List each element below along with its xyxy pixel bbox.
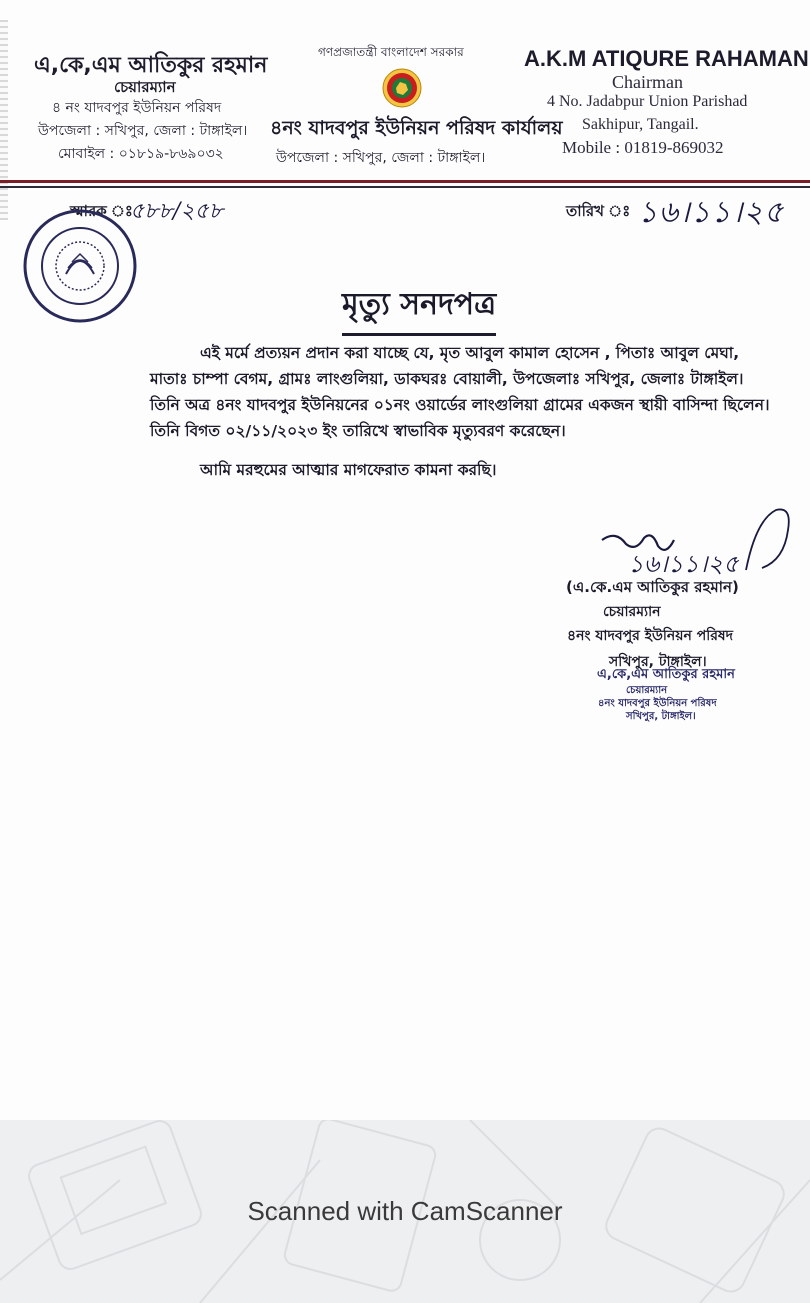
- signatory-title: চেয়ারম্যান: [603, 604, 661, 620]
- stamp-address: সখিপুর, টাঙ্গাইল।: [626, 711, 696, 722]
- date-value: ১৬।১১।২৫: [638, 195, 785, 230]
- certificate-heading: মৃত্যু সনদপত্র: [342, 280, 496, 336]
- signatory-union: ৪নং যাদবপুর ইউনিয়ন পরিষদ: [567, 628, 733, 644]
- government-header: গণপ্রজাতন্ত্রী বাংলাদেশ সরকার: [318, 45, 464, 59]
- chairman-name-english: A.K.M ATIQURE RAHAMAN: [524, 46, 809, 71]
- mobile-english: Mobile : 01819-869032: [562, 138, 724, 157]
- stamp-union: ৪নং যাদবপুর ইউনিয়ন পরিষদ: [598, 698, 717, 709]
- signatory-address: সখিপুর, টাঙ্গাইল।: [609, 654, 707, 670]
- address-english: Sakhipur, Tangail.: [582, 116, 699, 133]
- mobile-bangla: মোবাইল : ০১৮১৯-৮৬৯০৩২: [58, 146, 224, 162]
- prayer-line: আমি মরহুমের আত্মার মাগফেরাত কামনা করছি।: [200, 461, 497, 479]
- memo-label: স্মারক ঃ: [70, 202, 133, 220]
- office-name: ৪নং যাদবপুর ইউনিয়ন পরিষদ কার্যালয়: [270, 117, 563, 139]
- union-english: 4 No. Jadabpur Union Parishad: [547, 93, 748, 110]
- memo-number: ৫৮৮/২৫৮: [130, 199, 224, 224]
- chairman-title-bangla: চেয়ারম্যান: [114, 78, 176, 96]
- camscanner-watermark: Scanned with CamScanner: [247, 1196, 563, 1226]
- scan-edge: [0, 20, 8, 220]
- chairman-title-english: Chairman: [612, 72, 683, 92]
- signatory-name: (এ.কে.এম আতিকুর রহমান): [566, 578, 739, 596]
- stamp-title: চেয়ারম্যান: [626, 685, 668, 696]
- office-address: উপজেলা : সখিপুর, জেলা : টাঙ্গাইল।: [276, 150, 486, 166]
- government-emblem-icon: [382, 68, 422, 108]
- header-rule-red: [0, 180, 810, 183]
- upazila-bangla: উপজেলা : সখিপুর, জেলা : টাঙ্গাইল।: [38, 123, 248, 139]
- chairman-name-bangla: এ,কে,এম আতিকুর রহমান: [34, 53, 268, 78]
- date-label: তারিখ ঃ: [566, 202, 631, 220]
- union-seal-icon: [22, 208, 138, 324]
- scanner-footer: [0, 1120, 810, 1303]
- signature-date: ১৬।১১।২৫: [628, 550, 739, 578]
- certificate-body: এই মর্মে প্রত্যয়ন প্রদান করা যাচ্ছে যে, মৃত আবুল কামাল হোসেন , পিতাঃ আবুল মেঘা, মাতাঃ চাম্পা বেগম, গ্রামঃ লাংগুলিয়া, ডাকঘরঃ বোয়ালী, উপজেলাঃ সখিপুর, জেলাঃ টাঙ্গাইল। তিনি অত্র ৪নং যাদবপুর ইউনিয়নের ০১নং ওয়ার্ডের লাংগুলিয়া গ্রামের একজন স্থায়ী বাসিন্দা ছিলেন। তিনি বিগত ০২/১১/২০২৩ ইং তারিখে স্বাভাবিক মৃত্যুবরণ করেছেন।: [150, 344, 770, 440]
- union-bangla: ৪ নং যাদবপুর ইউনিয়ন পরিষদ: [52, 100, 222, 116]
- stamp-name: এ,কে,এম আতিকুর রহমান: [597, 667, 735, 682]
